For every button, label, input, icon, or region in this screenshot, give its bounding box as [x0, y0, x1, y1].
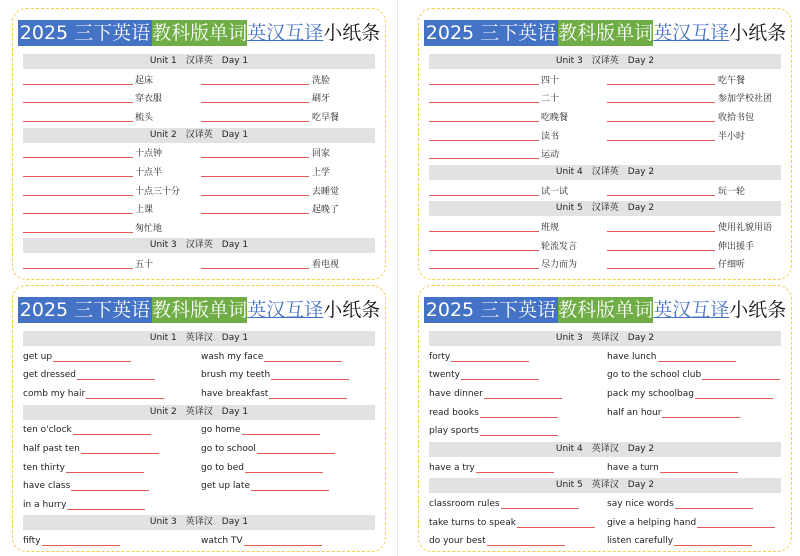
section-header: Unit 3 汉译英 Day 1 [23, 238, 375, 253]
vocab-item [607, 219, 783, 235]
vocab-word: ten o'clock [23, 425, 72, 436]
vocab-word: 尽力而为 [541, 260, 578, 271]
vocab-item [429, 515, 607, 531]
vocab-item [201, 460, 379, 476]
answer-blank-line[interactable] [674, 545, 752, 546]
vocab-word: 起床 [135, 75, 154, 86]
vocab-item [429, 146, 605, 162]
vocab-word: classroom rules [429, 499, 500, 509]
answer-blank-line[interactable] [201, 213, 309, 214]
vocab-word: take turns to speak [429, 517, 516, 528]
vocab-item [23, 478, 201, 494]
vocab-item [201, 145, 377, 161]
vocab-item [429, 533, 607, 549]
answer-blank-line[interactable] [244, 545, 322, 546]
vocab-item [201, 183, 377, 199]
vocab-word: 收拾书包 [718, 113, 755, 123]
vocab-item [201, 478, 379, 494]
vocab-word: 玩一轮 [718, 186, 746, 197]
vocab-word: 参加学校社团 [718, 94, 773, 105]
vocab-word: 试一试 [541, 186, 569, 197]
answer-blank-line[interactable] [53, 361, 131, 362]
vocab-item [23, 183, 199, 199]
vocab-item [201, 90, 377, 106]
vocab-word: 班规 [541, 223, 560, 233]
answer-blank-line[interactable] [695, 398, 773, 399]
section-header: Unit 4 英译汉 Day 2 [429, 442, 781, 457]
answer-blank-line[interactable] [660, 472, 738, 473]
answer-blank-line[interactable] [23, 232, 133, 233]
vocab-word: 刷牙 [312, 94, 331, 105]
answer-blank-line[interactable] [702, 379, 780, 380]
vocab-item [607, 349, 785, 365]
vocab-word: 四十 [541, 75, 560, 86]
vocab-item [23, 533, 201, 549]
card-title: 2025 三下英语 教科版单词英汉互译小纸条 [425, 299, 787, 321]
vocab-item [429, 496, 607, 512]
vocab-word: play sports [429, 426, 479, 437]
vocab-item [607, 405, 785, 421]
answer-blank-line[interactable] [23, 102, 133, 103]
vocab-item [607, 128, 783, 144]
answer-blank-line[interactable] [461, 379, 539, 380]
vocab-word: go to school [201, 444, 256, 454]
vocab-item [23, 90, 199, 106]
vocab-word: brush my teeth [201, 370, 271, 381]
vocab-word: 十点三十分 [135, 186, 181, 197]
vocab-item [429, 256, 605, 272]
vocab-word: get up [23, 351, 53, 362]
vocab-word: 半小时 [718, 131, 746, 142]
vocab-item [201, 441, 379, 457]
vocab-item [23, 386, 201, 402]
vocab-word: 运动 [541, 150, 560, 161]
answer-blank-line[interactable] [480, 417, 558, 418]
vocab-word: comb my hair [23, 389, 86, 399]
vocab-word: 起晚了 [312, 205, 340, 216]
section-header: Unit 5 英译汉 Day 2 [429, 478, 781, 493]
vocab-item [201, 367, 379, 383]
section-header: Unit 1 英译汉 Day 1 [23, 331, 375, 346]
answer-blank-line[interactable] [501, 508, 579, 509]
vocab-word: 读书 [541, 131, 560, 142]
section-header: Unit 2 英译汉 Day 1 [23, 405, 375, 420]
vocab-word: 十点半 [135, 168, 163, 178]
answer-blank-line[interactable] [245, 472, 323, 473]
vocab-word: 轮流发言 [541, 241, 578, 252]
answer-blank-line[interactable] [23, 213, 133, 214]
vocab-word: fifty [23, 536, 41, 547]
answer-blank-line[interactable] [201, 157, 309, 158]
worksheet-card-cn-day2 [418, 8, 792, 280]
vocab-item [201, 256, 377, 272]
vocab-word: read books [429, 407, 479, 418]
vocab-item [201, 109, 377, 125]
vocab-item [429, 423, 607, 439]
answer-blank-line[interactable] [23, 121, 133, 122]
section-header: Unit 3 英译汉 Day 2 [429, 331, 781, 346]
answer-blank-line[interactable] [517, 527, 595, 528]
vocab-item [607, 460, 785, 476]
vocab-item [607, 386, 785, 402]
vocab-item [429, 386, 607, 402]
vocab-item [607, 72, 783, 88]
answer-blank-line[interactable] [429, 231, 539, 232]
vocab-item [201, 349, 379, 365]
vocab-word: have dinner [429, 389, 483, 399]
answer-blank-line[interactable] [77, 379, 155, 380]
vocab-word: pack my schoolbag [607, 389, 694, 399]
section-header: Unit 3 英译汉 Day 1 [23, 515, 375, 530]
vocab-word: 吃午餐 [718, 75, 746, 86]
section-header: Unit 4 汉译英 Day 2 [429, 165, 781, 180]
vocab-word: 梳头 [135, 113, 154, 123]
vocab-item [23, 441, 201, 457]
answer-blank-line[interactable] [607, 231, 715, 232]
section-header: Unit 2 汉译英 Day 1 [23, 128, 375, 143]
answer-blank-line[interactable] [607, 250, 715, 251]
vocab-word: 洗脸 [312, 75, 331, 86]
vocab-word: have lunch [607, 351, 657, 362]
vocab-item [23, 220, 199, 236]
vocab-item [607, 367, 785, 383]
vocab-item [429, 367, 607, 383]
answer-blank-line[interactable] [251, 490, 329, 491]
section-header: Unit 1 汉译英 Day 1 [23, 54, 375, 69]
answer-blank-line[interactable] [23, 84, 133, 85]
answer-blank-line[interactable] [675, 508, 753, 509]
worksheet-card-en-day1 [12, 285, 386, 552]
vocab-item [201, 201, 377, 217]
answer-blank-line[interactable] [487, 545, 565, 546]
vocab-item [429, 460, 607, 476]
vocab-word: 吃晚餐 [541, 113, 569, 123]
vocab-word: go home [201, 425, 241, 436]
card-title: 2025 三下英语 教科版单词英汉互译小纸条 [19, 22, 381, 44]
vocab-item [429, 90, 605, 106]
vocab-item [201, 422, 379, 438]
answer-blank-line[interactable] [23, 195, 133, 196]
section-header: Unit 5 汉译英 Day 2 [429, 201, 781, 216]
vocab-word: 回家 [312, 149, 331, 160]
vocab-word: give a helping hand [607, 517, 697, 528]
answer-blank-line[interactable] [201, 195, 309, 196]
vocab-word: 二十 [541, 94, 560, 105]
vocab-word: 穿衣服 [135, 94, 163, 105]
vocab-item [23, 422, 201, 438]
vocab-word: wash my face [201, 351, 264, 362]
vocab-item [429, 219, 605, 235]
vocab-item [201, 386, 379, 402]
answer-blank-line[interactable] [201, 268, 309, 269]
vocab-word: go to bed [201, 462, 244, 473]
vocab-item [23, 164, 199, 180]
vocab-word: half past ten [23, 444, 80, 454]
vocab-word: twenty [429, 370, 460, 381]
vocab-item [607, 238, 783, 254]
vocab-word: get up late [201, 481, 250, 492]
vocab-item [607, 533, 785, 549]
answer-blank-line[interactable] [429, 250, 539, 251]
card-title: 2025 三下英语 教科版单词英汉互译小纸条 [425, 22, 787, 44]
answer-blank-line[interactable] [429, 195, 539, 196]
vocab-word: half an hour [607, 407, 662, 418]
vocab-word: say nice words [607, 499, 674, 509]
answer-blank-line[interactable] [23, 157, 133, 158]
answer-blank-line[interactable] [607, 140, 715, 141]
vocab-word: 伸出援手 [718, 241, 755, 252]
vocab-item [429, 72, 605, 88]
answer-blank-line[interactable] [429, 84, 539, 85]
vocab-word: have breakfast [201, 389, 269, 399]
answer-blank-line[interactable] [429, 158, 539, 159]
vocab-word: go to the school club [607, 370, 702, 381]
vocab-word: 五十 [135, 260, 154, 271]
answer-blank-line[interactable] [23, 176, 133, 177]
answer-blank-line[interactable] [42, 545, 120, 546]
vocab-item [607, 90, 783, 106]
answer-blank-line[interactable] [429, 121, 539, 122]
answer-blank-line[interactable] [429, 102, 539, 103]
answer-blank-line[interactable] [66, 472, 144, 473]
vocab-word: do your best [429, 536, 486, 547]
answer-blank-line[interactable] [607, 268, 715, 269]
vocab-item [23, 460, 201, 476]
answer-blank-line[interactable] [269, 398, 347, 399]
answer-blank-line[interactable] [23, 268, 133, 269]
vocab-word: have class [23, 481, 71, 492]
vocab-item [201, 72, 377, 88]
answer-blank-line[interactable] [476, 472, 554, 473]
vocab-item [429, 109, 605, 125]
worksheet-card-en-day2 [418, 285, 792, 552]
vocab-word: 仔细听 [718, 260, 746, 271]
section-header: Unit 3 汉译英 Day 2 [429, 54, 781, 69]
vocab-item [23, 367, 201, 383]
answer-blank-line[interactable] [242, 434, 320, 435]
vocab-word: ten thirty [23, 462, 65, 473]
vocab-item [201, 533, 379, 549]
vocab-item [607, 109, 783, 125]
answer-blank-line[interactable] [429, 140, 539, 141]
answer-blank-line[interactable] [67, 509, 145, 510]
answer-blank-line[interactable] [480, 435, 558, 436]
vocab-item [23, 349, 201, 365]
vocab-item [23, 497, 201, 513]
vocab-word: 匆忙地 [135, 223, 163, 234]
answer-blank-line[interactable] [201, 121, 309, 122]
vocab-item [23, 145, 199, 161]
vocab-word: 看电视 [312, 260, 340, 271]
vocab-item [429, 349, 607, 365]
answer-blank-line[interactable] [607, 102, 715, 103]
vocab-item [23, 256, 199, 272]
answer-blank-line[interactable] [429, 268, 539, 269]
vocab-word: have a turn [607, 462, 659, 473]
vocab-word: 上课 [135, 205, 154, 216]
answer-blank-line[interactable] [71, 490, 149, 491]
vocab-word: listen carefully [607, 536, 674, 547]
vocab-item [429, 238, 605, 254]
vocab-word: have a try [429, 462, 475, 473]
answer-blank-line[interactable] [662, 417, 740, 418]
vocab-word: in a hurry [23, 499, 67, 510]
answer-blank-line[interactable] [73, 434, 151, 435]
answer-blank-line[interactable] [86, 398, 164, 399]
vocab-item [607, 183, 783, 199]
vocab-item [23, 72, 199, 88]
vocab-word: 上学 [312, 168, 331, 178]
vocab-word: 吃早餐 [312, 113, 340, 123]
vocab-word: watch TV [201, 536, 243, 547]
answer-blank-line[interactable] [607, 121, 715, 122]
answer-blank-line[interactable] [607, 84, 715, 85]
vocab-word: forty [429, 351, 451, 362]
vocab-item [429, 405, 607, 421]
vocab-item [607, 515, 785, 531]
worksheet-card-cn-day1 [12, 8, 386, 280]
vocab-word: 使用礼貌用语 [718, 223, 773, 233]
page-divider [397, 0, 398, 556]
answer-blank-line[interactable] [484, 398, 562, 399]
answer-blank-line[interactable] [658, 361, 736, 362]
vocab-item [201, 164, 377, 180]
answer-blank-line[interactable] [201, 84, 309, 85]
answer-blank-line[interactable] [81, 453, 159, 454]
answer-blank-line[interactable] [257, 453, 335, 454]
vocab-word: 去睡觉 [312, 186, 340, 197]
vocab-item [429, 128, 605, 144]
vocab-word: get dressed [23, 370, 77, 381]
vocab-word: 十点钟 [135, 149, 163, 160]
answer-blank-line[interactable] [201, 176, 309, 177]
answer-blank-line[interactable] [607, 195, 715, 196]
answer-blank-line[interactable] [264, 361, 342, 362]
answer-blank-line[interactable] [451, 361, 529, 362]
answer-blank-line[interactable] [201, 102, 309, 103]
vocab-item [607, 256, 783, 272]
vocab-item [23, 109, 199, 125]
answer-blank-line[interactable] [271, 379, 349, 380]
vocab-item [23, 201, 199, 217]
card-title: 2025 三下英语 教科版单词英汉互译小纸条 [19, 299, 381, 321]
answer-blank-line[interactable] [697, 527, 775, 528]
vocab-item [607, 496, 785, 512]
vocab-item [429, 183, 605, 199]
